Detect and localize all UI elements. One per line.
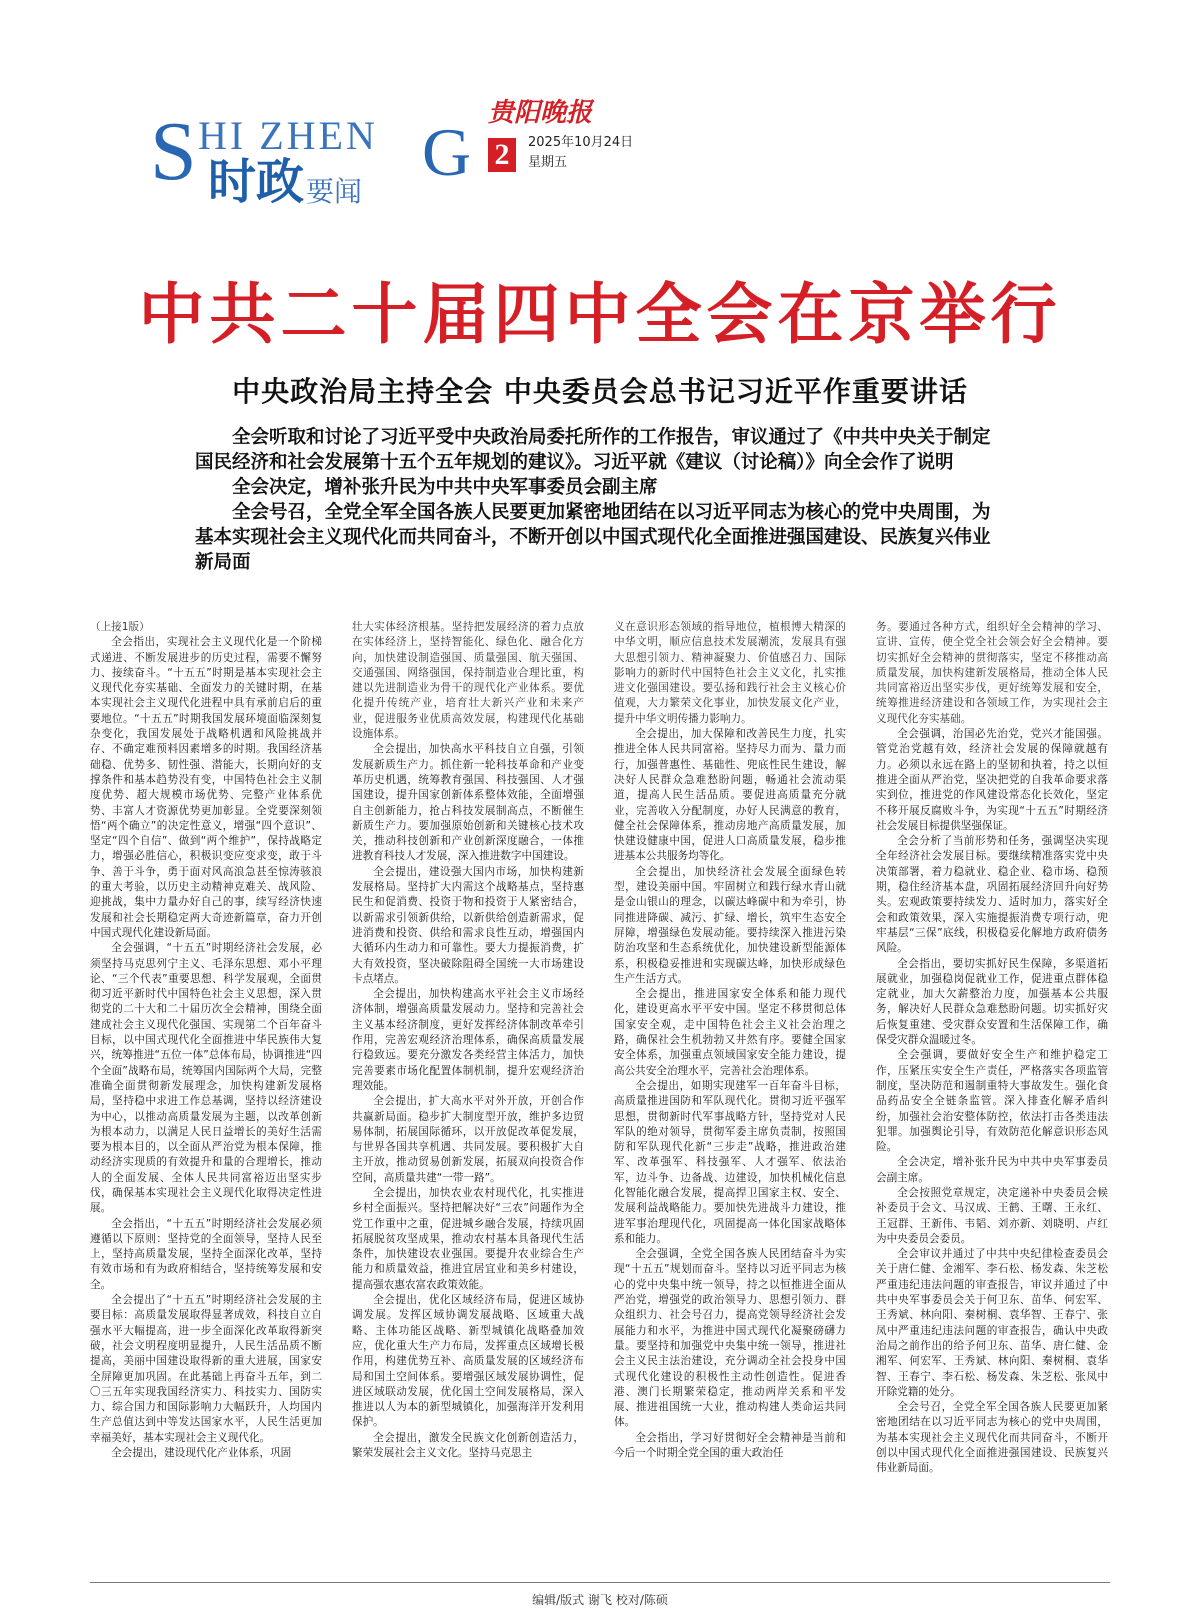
headline: 中共二十届四中全会在京举行 [138,276,1062,353]
body-paragraph: 全会提出，激发全民族文化创新创造活力，繁荣发展社会主义文化。坚持马克思主 [352,1431,584,1460]
summary-block [195,425,1005,575]
body-paragraph: 全会提出，如期实现建军一百年奋斗目标，高质量推进国防和军队现代化。贯彻习近平强军思想，贯彻新时代军事战略方针，坚持党对人民军队的绝对领导，贯彻军委主席负责制，按照国防和军队现代化新“三步走”战略，推进政治建军、改革强军、科技强军、人才强军、依法治军，边斗争、边备战、边建设，加快机械化信息化智能化融合发展，提高捍卫国家主权、安全、发展利益战略能力。要加快先进战斗力建设，推进军事治理现代化，巩固提高一体化国家战略体系和能力。 [614,1079,846,1245]
editor-credit: 编辑/版式 谢飞 校对/陈硕 [532,1593,668,1607]
body-paragraph: 全会提出，加快农业农村现代化，扎实推进乡村全面振兴。坚持把解决好“三农”问题作为全党工作重中之重，促进城乡融合发展，持续巩固拓展脱贫攻坚成果，推动农村基本具备现代生活条件，加快建设农业强国。要提升农业综合生产能力和质量效益，推进宜居宜业和美乡村建设，提高强农惠农富农政策效能。 [352,1186,584,1291]
article-column-4 [876,620,1108,1548]
body-paragraph: 全会提出，建设强大国内市场，加快构建新发展格局。坚持扩大内需这个战略基点，坚持惠民生和促消费、投资于物和投资于人紧密结合，以新需求引领新供给，以新供给创造新需求，促进消费和投资、供给和需求良性互动，增强国内大循环内生动力和可靠性。要大力提振消费，扩大有效投资，坚决破除阻碍全国统一大市场建设卡点堵点。 [352,865,584,985]
body-paragraph: 全会提出了“十五五”时期经济社会发展的主要目标：高质量发展取得显著成效，科技自立自强水平大幅提高，进一步全面深化改革取得新突破，社会文明程度明显提升，人民生活品质不断提高，美丽中国建设取得新的重大进展，国家安全屏障更加巩固。在此基础上再奋斗五年，到二〇三五年实现我国经济实力、科技实力、国防实力、综合国力和国际影响力大幅跃升，人均国内生产总值达到中等发达国家水平，人民生活更加幸福美好，基本实现社会主义现代化。 [90,1294,322,1444]
section-subtitle: 要闻 [306,175,363,208]
body-paragraph: 全会提出，加快经济社会发展全面绿色转型，建设美丽中国。牢固树立和践行绿水青山就是金山银山的理念，以碳达峰碳中和为牵引，协同推进降碳、减污、扩绿、增长，筑牢生态安全屏障，增强绿色发展动能。要持续深入推进污染防治攻坚和生态系统优化，加快建设新型能源体系，积极稳妥推进和实现碳达峰，加快形成绿色生产生活方式。 [614,865,846,985]
summary-paragraph: 全会决定，增补张升民为中共中央军事委员会副主席 [232,477,658,498]
subheadline: 中央政治局主持全会 中央委员会总书记习近平作重要讲话 [232,375,968,408]
body-paragraph: 全会指出，实现社会主义现代化是一个阶梯式递进、不断发展进步的历史过程，需要不懈努力、接续奋斗。“十五五”时期是基本实现社会主义现代化夯实基础、全面发力的关键时期，在基本实现社会主义现代化进程中具有承前启后的重要地位。“十五五”时期我国发展环境面临深刻复杂变化，我国发展处于战略机遇和风险挑战并存、不确定难预料因素增多的时期。我国经济基础稳、优势多、韧性强、潜能大，长期向好的支撑条件和基本趋势没有变，中国特色社会主义制度优势、超大规模市场优势、完整产业体系优势、丰富人才资源优势更加彰显。全党要深刻领悟“两个确立”的决定性意义，增强“四个意识”、坚定“四个自信”、做到“两个维护”，保持战略定力，增强必胜信心，积极识变应变求变，敢于斗争、善于斗争，勇于面对风高浪急甚至惊涛骇浪的重大考验，以历史主动精神克难关、战风险、迎挑战，集中力量办好自己的事，续写经济快速发展和社会长期稳定两大奇迹新篇章，奋力开创中国式现代化建设新局面。 [90,636,322,939]
body-paragraph: 全会号召，全党全军全国各族人民要更加紧密地团结在以习近平同志为核心的党中央周围，为基本实现社会主义现代化而共同奋斗，不断开创以中国式现代化全面推进强国建设、民族复兴伟业新局面。 [876,1401,1108,1475]
masthead-big-g: G [422,114,472,190]
article-column-1 [90,620,322,1548]
continuation-note: （上接1版） [90,621,150,633]
body-paragraph: 全会提出，加快高水平科技自立自强，引领发展新质生产力。抓住新一轮科技革命和产业变革历史机遇，统筹教育强国、科技强国、人才强国建设，提升国家创新体系整体效能，全面增强自主创新能力，抢占科技发展制高点，不断催生新质生产力。要加强原始创新和关键核心技术攻关，推动科技创新和产业创新深度融合，一体推进教育科技人才发展，深入推进数字中国建设。 [352,743,584,863]
summary-paragraph: 全会听取和讨论了习近平受中央政治局委托所作的工作报告，审议通过了《中共中央关于制定国民经济和社会发展第十五个五年规划的建议》。习近平就《建议（讨论稿）》向全会作了说明 [195,427,991,473]
body-paragraph: 全会提出，扩大高水平对外开放，开创合作共赢新局面。稳步扩大制度型开放，维护多边贸易体制，拓展国际循环，以开放促改革促发展，与世界各国共享机遇、共同发展。要积极扩大自主开放，推动贸易创新发展，拓展双向投资合作空间，高质量共建“一带一路”。 [352,1095,584,1184]
masthead-big-s: S [150,105,197,198]
body-paragraph: 全会指出，“十五五”时期经济社会发展必须遵循以下原则：坚持党的全面领导，坚持人民至上，坚持高质量发展，坚持全面深化改革，坚持有效市场和有为政府相结合，坚持统筹发展和安全。 [90,1217,322,1291]
article-body [90,620,1110,1550]
issue-weekday: 星期五 [528,155,568,170]
section-masthead [150,100,1150,240]
page-number: 2 [488,138,516,172]
body-paragraph: 全会按照党章规定，决定递补中央委员会候补委员于会文、马汉成、王鹤、王曙、王永红、王冠群、王新伟、韦韬、刘亦新、刘晓明、卢红为中央委员会委员。 [876,1186,1108,1245]
body-paragraph: 全会提出，推进国家安全体系和能力现代化，建设更高水平平安中国。坚定不移贯彻总体国家安全观，走中国特色社会主义社会治理之路，确保社会生机勃勃又井然有序。要健全国家安全体系，加强重点领域国家安全能力建设，提高公共安全治理水平，完善社会治理体系。 [614,988,846,1077]
summary-paragraph: 全会号召，全党全军全国各族人民要更加紧密地团结在以习近平同志为核心的党中央周围，为基本实现社会主义现代化而共同奋斗，不断开创以中国式现代化全面推进强国建设、民族复兴伟业新局面 [195,502,991,573]
body-paragraph: 全会强调，“十五五”时期经济社会发展，必须坚持马克思列宁主义、毛泽东思想、邓小平理论、“三个代表”重要思想、科学发展观，全面贯彻习近平新时代中国特色社会主义思想，深入贯彻党的二十大和二十届历次全会精神，围绕全面建成社会主义现代化强国、实现第二个百年奋斗目标，以中国式现代化全面推进中华民族伟大复兴，统筹推进“五位一体”总体布局，协调推进“四个全面”战略布局，统筹国内国际两个大局，完整准确全面贯彻新发展理念，加快构建新发展格局，坚持稳中求进工作总基调，坚持以经济建设为中心，以推动高质量发展为主题，以改革创新为根本动力，以满足人民日益增长的美好生活需要为根本目的，以全面从严治党为根本保障，推动经济实现质的有效提升和量的合理增长，推动人的全面发展、全体人民共同富裕迈出坚实步伐，确保基本实现社会主义现代化取得决定性进展。 [90,942,322,1215]
body-paragraph: 全会指出，学习好贯彻好全会精神是当前和今后一个时期全党全国的重大政治任 [614,1431,846,1460]
masthead-pinyin: HI ZHEN [198,113,378,158]
body-paragraph: 全会指出，要切实抓好民生保障，多渠道拓展就业，加强稳岗促就业工作，促进重点群体稳定就业，加大欠薪整治力度，加强基本公共服务，解决好人民群众急难愁盼问题。切实抓好灾后恢复重建、受灾群众安置和生活保障工作，确保受灾群众温暖过冬。 [876,957,1108,1047]
body-paragraph: 全会强调，全党全国各族人民团结奋斗为实现“十五五”规划而奋斗。坚持以习近平同志为核心的党中央集中统一领导，持之以恒推进全面从严治党，增强党的政治领导力、思想引领力、群众组织力、社会号召力，提高党领导经济社会发展能力和水平，为推进中国式现代化凝聚磅礴力量。要坚持和加强党中央集中统一领导，推进社会主义民主法治建设，充分调动全社会投身中国式现代化建设的积极性主动性创造性。促进香港、澳门长期繁荣稳定，推动两岸关系和平发展、推进祖国统一大业，推动构建人类命运共同体。 [614,1248,846,1429]
issue-date: 2025年10月24日 [528,135,634,150]
body-paragraph: 全会分析了当前形势和任务，强调坚决实现全年经济社会发展目标。要继续精准落实党中央决策部署，着力稳就业、稳企业、稳市场、稳预期，稳住经济基本盘，巩固拓展经济回升向好势头。宏观政策要持续发力、适时加力，落实好全会和政策效果，深入实施提振消费专项行动，兜牢基层“三保”底线，积极稳妥化解地方政府债务风险。 [876,835,1108,955]
article-column-3 [614,620,846,1548]
newspaper-logo: 贵阳晚报 [488,98,593,128]
body-paragraph: 全会提出，建设现代化产业体系，巩固 [111,1447,292,1460]
body-paragraph: 全会强调，治国必先治党，党兴才能国强。管党治党越有效，经济社会发展的保障就越有力。必须以永远在路上的坚韧和执着，持之以恒推进全面从严治党，坚决把党的自我革命要求落实到位，推进党的作风建设常态化长效化，坚定不移开展反腐败斗争，为实现“十五五”时期经济社会发展目标提供坚强保证。 [876,728,1108,832]
body-paragraph: 务。要通过各种方式，组织好全会精神的学习、宣讲、宣传，使全党全社会领会好全会精神。要切实抓好全会精神的贯彻落实，坚定不移推动高质量发展，加快构建新发展格局，推动全体人民共同富裕迈出坚实步伐，更好统筹发展和安全，统筹推进经济建设和各领域工作，为实现社会主义现代化夯实基础。 [876,621,1108,725]
article-column-2 [352,620,584,1548]
body-paragraph: 全会审议并通过了中共中央纪律检查委员会关于唐仁健、金湘军、李石松、杨发森、朱芝松严重违纪违法问题的审查报告，审议并通过了中共中央军事委员会关于何卫东、苗华、何宏军、王秀斌、林向阳、秦树桐、袁华智、王春宁、张凤中严重违纪违法问题的审查报告，确认中央政治局之前作出的给予何卫东、苗华、唐仁健、金湘军、何宏军、王秀斌、林向阳、秦树桐、袁华智、王春宁、李石松、杨发森、朱芝松、张凤中开除党籍的处分。 [876,1248,1108,1398]
body-paragraph: 壮大实体经济根基。坚持把发展经济的着力点放在实体经济上，坚持智能化、绿色化、融合化方向，加快建设制造强国、质量强国、航天强国、交通强国、网络强国，保持制造业合理比重，构建以先进制造业为骨干的现代化产业体系。要优化提升传统产业，培育壮大新兴产业和未来产业，促进服务业优质高效发展，构建现代化基础设施体系。 [352,621,584,741]
body-paragraph: 义在意识形态领域的指导地位，植根博大精深的中华文明，顺应信息技术发展潮流，发展具有强大思想引领力、精神凝聚力、价值感召力、国际影响力的新时代中国特色社会主义文化，扎实推进文化强国建设。要弘扬和践行社会主义核心价值观，大力繁荣文化事业，加快发展文化产业，提升中华文明传播力影响力。 [614,621,846,725]
body-paragraph: 全会提出，加大保障和改善民生力度，扎实推进全体人民共同富裕。坚持尽力而为、量力而行，加强普惠性、基础性、兜底性民生建设，解决好人民群众急难愁盼问题，畅通社会流动渠道，提高人民生活品质。要促进高质量充分就业，完善收入分配制度，办好人民满意的教育，健全社会保障体系，推动房地产高质量发展，加快建设健康中国，促进人口高质量发展，稳步推进基本公共服务均等化。 [614,728,846,863]
body-paragraph: 全会决定，增补张升民为中共中央军事委员会副主席。 [876,1156,1108,1184]
body-paragraph: 全会提出，加快构建高水平社会主义市场经济体制，增强高质量发展动力。坚持和完善社会主义基本经济制度，更好发挥经济体制改革牵引作用，完善宏观经济治理体系，确保高质量发展行稳致远。要充分激发各类经营主体活力，加快完善要素市场化配置体制机制，提升宏观经济治理效能。 [352,988,584,1092]
body-paragraph: 全会强调，要做好安全生产和维护稳定工作，压紧压实安全生产责任，严格落实各项监管制度，坚决防范和遏制重特大事故发生。强化食品药品安全全链条监管。深入排查化解矛盾纠纷，加强社会治安整体防控，依法打击各类违法犯罪。加强舆论引导，有效防范化解意识形态风险。 [876,1049,1108,1154]
footer-divider [90,1582,1110,1583]
section-title: 时政 [208,154,305,210]
body-paragraph: 全会提出，优化区域经济布局，促进区域协调发展。发挥区域协调发展战略、区域重大战略、主体功能区战略、新型城镇化战略叠加效应，优化重大生产力布局，发挥重点区域增长极作用，构建优势互补、高质量发展的区域经济布局和国土空间体系。要增强区域发展协调性，促进区域联动发展，优化国土空间发展格局，深入推进以人为本的新型城镇化，加强海洋开发利用保护。 [352,1294,584,1429]
